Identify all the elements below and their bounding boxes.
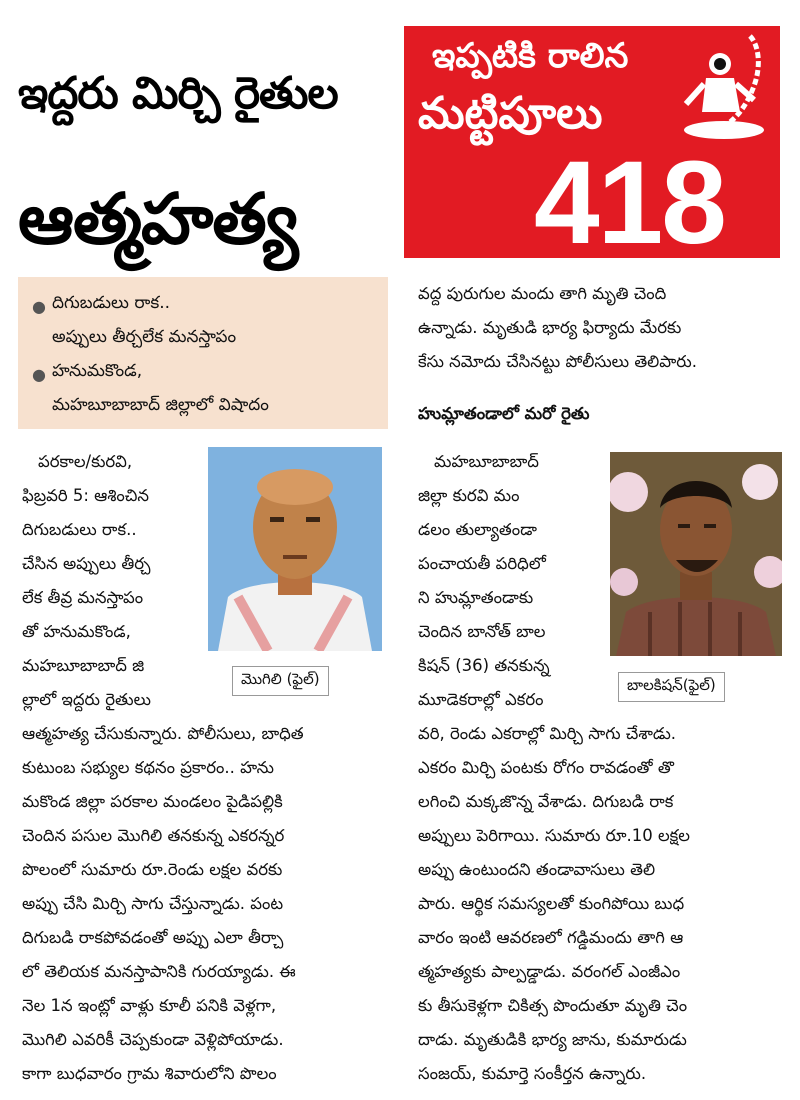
- article-line: అప్పులు పెరిగాయి. సుమారు రూ.10 లక్షల: [418, 826, 690, 845]
- article-line: త్మహత్యకు పాల్పడ్డాడు. వరంగల్ ఎంజీఎం: [418, 962, 681, 981]
- article-line: పొలంలో సుమారు రూ.రెండు లక్షల వరకు: [22, 860, 283, 879]
- headline-line-2: ఆత్మహత్య: [18, 178, 298, 260]
- article-line: ని హుమ్లాతండాకు: [418, 588, 534, 607]
- highlight-item: హనుమకొండ,: [52, 361, 143, 381]
- article-line: దిగుబడి రాకపోవడంతో అప్పు ఎలా తీర్చా: [22, 928, 284, 947]
- article-line: కు తీసుకెళ్లగా చికిత్స పొందుతూ మృతి చెం: [418, 996, 688, 1015]
- article-line: అప్పు చేసి మిర్చి సాగు చేస్తున్నాడు. పంట: [22, 894, 284, 913]
- article-line: ఉన్నాడు. మృతుడి భార్య ఫిర్యాదు మేరకు: [418, 318, 682, 337]
- highlights-box: [18, 277, 388, 429]
- bullet-icon: ●: [32, 297, 46, 316]
- article-line: లగించి మక్కజొన్న వేశాడు. దిగుబడి రాక: [418, 792, 674, 811]
- article-line: మహబూబాబాద్: [434, 452, 539, 471]
- balakishan-photo: [610, 452, 782, 656]
- article-line: వారం ఇంటి ఆవరణలో గడ్డిమందు తాగి ఆ: [418, 928, 684, 947]
- suicide-counter-box: [404, 26, 780, 269]
- article-line: పరకాల/కురవి,: [38, 452, 133, 471]
- article-line: నెల 1న ఇంట్లో వాళ్లు కూలీ పనికి వెళ్లగా,: [22, 996, 277, 1015]
- article-line: పంచాయతీ పరిధిలో: [418, 554, 546, 573]
- article-line: లేక తీవ్ర మనస్తాపం: [22, 588, 144, 607]
- article-line: మొగిలి ఎవరికీ చెప్పకుండా వెళ్లిపోయాడు.: [22, 1030, 284, 1049]
- mogili-photo: [208, 447, 382, 651]
- article-line: డలం తుల్యాతండా: [418, 520, 537, 539]
- article-line: జిల్లా కురవి మం: [418, 486, 520, 505]
- bullet-icon: ●: [32, 365, 46, 384]
- counter-tagline-2: మట్టిపూలు: [418, 88, 603, 139]
- article-line: దిగుబడులు రాక..: [22, 520, 137, 539]
- article-line: చెందిన బానోత్ బాల: [418, 622, 546, 641]
- article-line: మహబూబాబాద్ జి: [22, 656, 145, 675]
- article-line: దాడు. మృతుడికి భార్య జాను, కుమారుడు: [418, 1030, 687, 1049]
- article-line: పారు. ఆర్థిక సమస్యలతో కుంగిపోయి బుధ: [418, 894, 685, 913]
- balakishan-photo-caption: బాలకిషన్(ఫైల్): [618, 672, 725, 702]
- article-line: కాగా బుధవారం గ్రామ శివారులోని పొలం: [22, 1064, 277, 1083]
- article-line: ఎకరం మిర్చి పంటకు రోగం రావడంతో తొ: [418, 758, 674, 777]
- article-line: కిషన్ (36) తనకున్న: [418, 656, 550, 675]
- farmer-rope-icon: [680, 34, 772, 144]
- article-line: కుటుంబ సభ్యుల కథనం ప్రకారం.. హను: [22, 758, 274, 777]
- article-line: తో హనుమకొండ,: [22, 622, 131, 641]
- article-line: వద్ద పురుగుల మందు తాగి మృతి చెంది: [418, 284, 667, 303]
- article-line: చేసిన అప్పులు తీర్చ: [22, 554, 151, 573]
- article-line: ఆత్మహత్య చేసుకున్నారు. పోలీసులు, బాధిత: [22, 724, 304, 743]
- subheading: హుమ్లాతండాలో మరో రైతు: [418, 404, 590, 423]
- highlight-item: అప్పులు తీర్చలేక మనస్తాపం: [52, 327, 237, 347]
- article-line: చెందిన పసుల మొగిలి తనకున్న ఎకరన్నర: [22, 826, 285, 845]
- article-line: కేసు నమోదు చేసినట్టు పోలీసులు తెలిపారు.: [418, 352, 698, 371]
- article-line: ఫిబ్రవరి 5: ఆశించిన: [22, 486, 149, 505]
- article-line: ల్లాలో ఇద్దరు రైతులు: [22, 690, 151, 709]
- highlight-item: మహబూబాబాద్ జిల్లాలో విషాదం: [52, 395, 269, 415]
- highlight-item: దిగుబడులు రాక..: [52, 293, 171, 313]
- article-line: మకొండ జిల్లా పరకాల మండలం పైడిపల్లికి: [22, 792, 283, 811]
- headline-line-1: ఇద్దరు మిర్చి రైతుల: [18, 68, 338, 119]
- counter-tagline-1: ఇప్పటికి రాలిన: [432, 36, 629, 76]
- article-line: లో తెలియక మనస్తాపానికి గురయ్యాడు. ఈ: [22, 962, 296, 981]
- article-line: వరి, రెండు ఎకరాల్లో మిర్చి సాగు చేశాడు.: [418, 724, 677, 743]
- counter-number: 418: [534, 137, 725, 269]
- article-line: అప్పు ఉంటుందని తండావాసులు తెలి: [418, 860, 656, 879]
- mogili-photo-caption: మొగిలి (ఫైల్): [232, 666, 329, 696]
- article-line: సంజయ్, కుమార్తె సంకీర్తన ఉన్నారు.: [418, 1064, 647, 1083]
- article-line: మూడెకరాల్లో ఎకరం: [418, 690, 544, 709]
